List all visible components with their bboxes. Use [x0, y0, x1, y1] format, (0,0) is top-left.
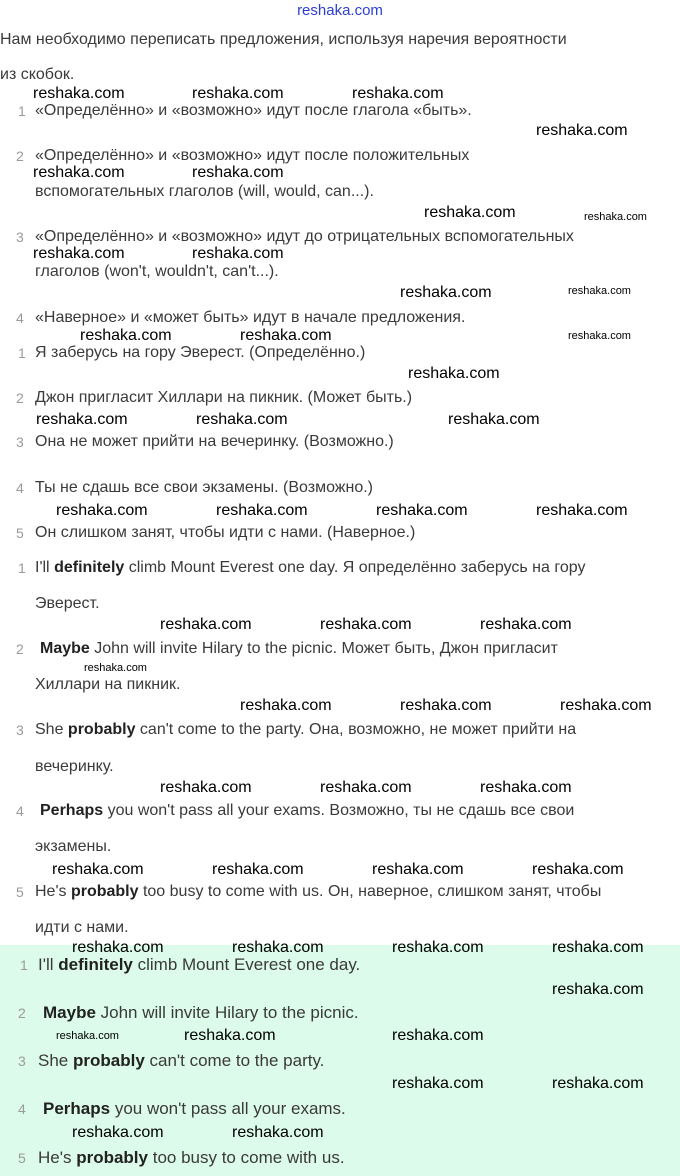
- translation-text: I'll definitely climb Mount Everest one day. Я определённо заберусь на гору: [35, 559, 586, 576]
- exercise-text: Ты не сдашь все свои экзамены. (Возможно.): [35, 479, 373, 496]
- rule-text: «Наверное» и «может быть» идут в начале предложения.: [35, 309, 466, 326]
- answer-text: He's probably too busy to come with us.: [38, 1148, 345, 1167]
- watermark: reshaka.com: [184, 1027, 276, 1044]
- watermark: reshaka.com: [232, 1124, 324, 1141]
- header-watermark: reshaka.com: [297, 2, 383, 19]
- watermark: reshaka.com: [448, 411, 540, 428]
- watermark: reshaka.com: [352, 85, 444, 102]
- translation-text: Эверест.: [35, 595, 100, 612]
- watermark: reshaka.com: [84, 662, 147, 674]
- translation-text: экзамены.: [35, 838, 112, 855]
- answer-text: She probably can't come to the party.: [38, 1051, 325, 1070]
- watermark: reshaka.com: [216, 502, 308, 519]
- watermark: reshaka.com: [232, 939, 324, 956]
- watermark: reshaka.com: [392, 1075, 484, 1092]
- watermark: reshaka.com: [584, 211, 647, 223]
- translation-text: He's probably too busy to come with us. Он, наверное, слишком занят, чтобы: [35, 883, 602, 900]
- watermark: reshaka.com: [372, 861, 464, 878]
- translation-text: Perhaps you won't pass all your exams. Возможно, ты не сдашь все свои: [40, 802, 575, 819]
- translation-number: 1: [18, 560, 26, 576]
- translation-number: 5: [16, 884, 24, 900]
- watermark: reshaka.com: [192, 85, 284, 102]
- watermark: reshaka.com: [392, 939, 484, 956]
- watermark: reshaka.com: [192, 164, 284, 181]
- watermark: reshaka.com: [212, 861, 304, 878]
- rule-text: глаголов (won't, wouldn't, can't...).: [35, 263, 279, 280]
- rule-number: 1: [18, 103, 26, 119]
- watermark: reshaka.com: [480, 779, 572, 796]
- watermark: reshaka.com: [424, 204, 516, 221]
- rule-text: вспомогательных глаголов (will, would, can...).: [35, 183, 374, 200]
- watermark: reshaka.com: [400, 697, 492, 714]
- watermark: reshaka.com: [320, 616, 412, 633]
- watermark: reshaka.com: [33, 164, 125, 181]
- watermark: reshaka.com: [408, 365, 500, 382]
- rule-text: «Определённо» и «возможно» идут после положительных: [35, 147, 470, 164]
- watermark: reshaka.com: [392, 1027, 484, 1044]
- watermark: reshaka.com: [480, 616, 572, 633]
- answer-number: 2: [18, 1005, 26, 1021]
- watermark: reshaka.com: [568, 330, 631, 342]
- answer-number: 4: [18, 1101, 26, 1117]
- answer-text: I'll definitely climb Mount Everest one day.: [38, 955, 361, 974]
- intro-line: из скобок.: [0, 66, 75, 83]
- watermark: reshaka.com: [400, 284, 492, 301]
- answer-text: Perhaps you won't pass all your exams.: [43, 1099, 346, 1118]
- exercise-number: 5: [16, 525, 24, 541]
- exercise-text: Джон пригласит Хиллари на пикник. (Может быть.): [35, 389, 413, 406]
- rule-number: 3: [16, 229, 24, 245]
- watermark: reshaka.com: [560, 697, 652, 714]
- watermark: reshaka.com: [33, 85, 125, 102]
- answer-number: 5: [18, 1150, 26, 1166]
- answer-text: Maybe John will invite Hilary to the picnic.: [43, 1003, 359, 1022]
- translation-number: 3: [16, 722, 24, 738]
- exercise-number: 1: [18, 345, 26, 361]
- watermark: reshaka.com: [240, 697, 332, 714]
- intro-line: Нам необходимо переписать предложения, используя наречия вероятности: [0, 31, 567, 48]
- rule-number: 4: [16, 310, 24, 326]
- watermark: reshaka.com: [72, 939, 164, 956]
- exercise-text: Он слишком занят, чтобы идти с нами. (Наверное.): [35, 524, 416, 541]
- watermark: reshaka.com: [52, 861, 144, 878]
- watermark: reshaka.com: [552, 1075, 644, 1092]
- translation-number: 2: [16, 641, 24, 657]
- translation-text: She probably can't come to the party. Она, возможно, не может прийти на: [35, 721, 577, 738]
- exercise-text: Она не может прийти на вечеринку. (Возможно.): [35, 433, 394, 450]
- watermark: reshaka.com: [536, 122, 628, 139]
- exercise-number: 3: [16, 434, 24, 450]
- rule-text: «Определённо» и «возможно» идут до отрицательных вспомогательных: [35, 228, 574, 245]
- watermark: reshaka.com: [72, 1124, 164, 1141]
- watermark: reshaka.com: [532, 861, 624, 878]
- watermark: reshaka.com: [56, 1030, 119, 1042]
- translation-text: Maybe John will invite Hilary to the picnic. Может быть, Джон пригласит: [40, 640, 558, 657]
- watermark: reshaka.com: [56, 502, 148, 519]
- watermark: reshaka.com: [160, 779, 252, 796]
- watermark: reshaka.com: [552, 939, 644, 956]
- watermark: reshaka.com: [33, 245, 125, 262]
- exercise-number: 4: [16, 480, 24, 496]
- watermark: reshaka.com: [536, 502, 628, 519]
- translation-number: 4: [16, 803, 24, 819]
- watermark: reshaka.com: [552, 981, 644, 998]
- answer-number: 1: [20, 957, 28, 973]
- watermark: reshaka.com: [192, 245, 284, 262]
- translation-text: идти с нами.: [35, 919, 129, 936]
- watermark: reshaka.com: [568, 285, 631, 297]
- watermark: reshaka.com: [196, 411, 288, 428]
- watermark: reshaka.com: [240, 327, 332, 344]
- rule-text: «Определённо» и «возможно» идут после глагола «быть».: [35, 102, 472, 119]
- answer-number: 3: [18, 1053, 26, 1069]
- watermark: reshaka.com: [320, 779, 412, 796]
- exercise-text: Я заберусь на гору Эверест. (Определённо.): [35, 344, 366, 361]
- translation-text: вечеринку.: [35, 758, 114, 775]
- watermark: reshaka.com: [376, 502, 468, 519]
- watermark: reshaka.com: [36, 411, 128, 428]
- watermark: reshaka.com: [160, 616, 252, 633]
- exercise-number: 2: [16, 390, 24, 406]
- rule-number: 2: [16, 148, 24, 164]
- watermark: reshaka.com: [80, 327, 172, 344]
- translation-text: Хиллари на пикник.: [35, 676, 181, 693]
